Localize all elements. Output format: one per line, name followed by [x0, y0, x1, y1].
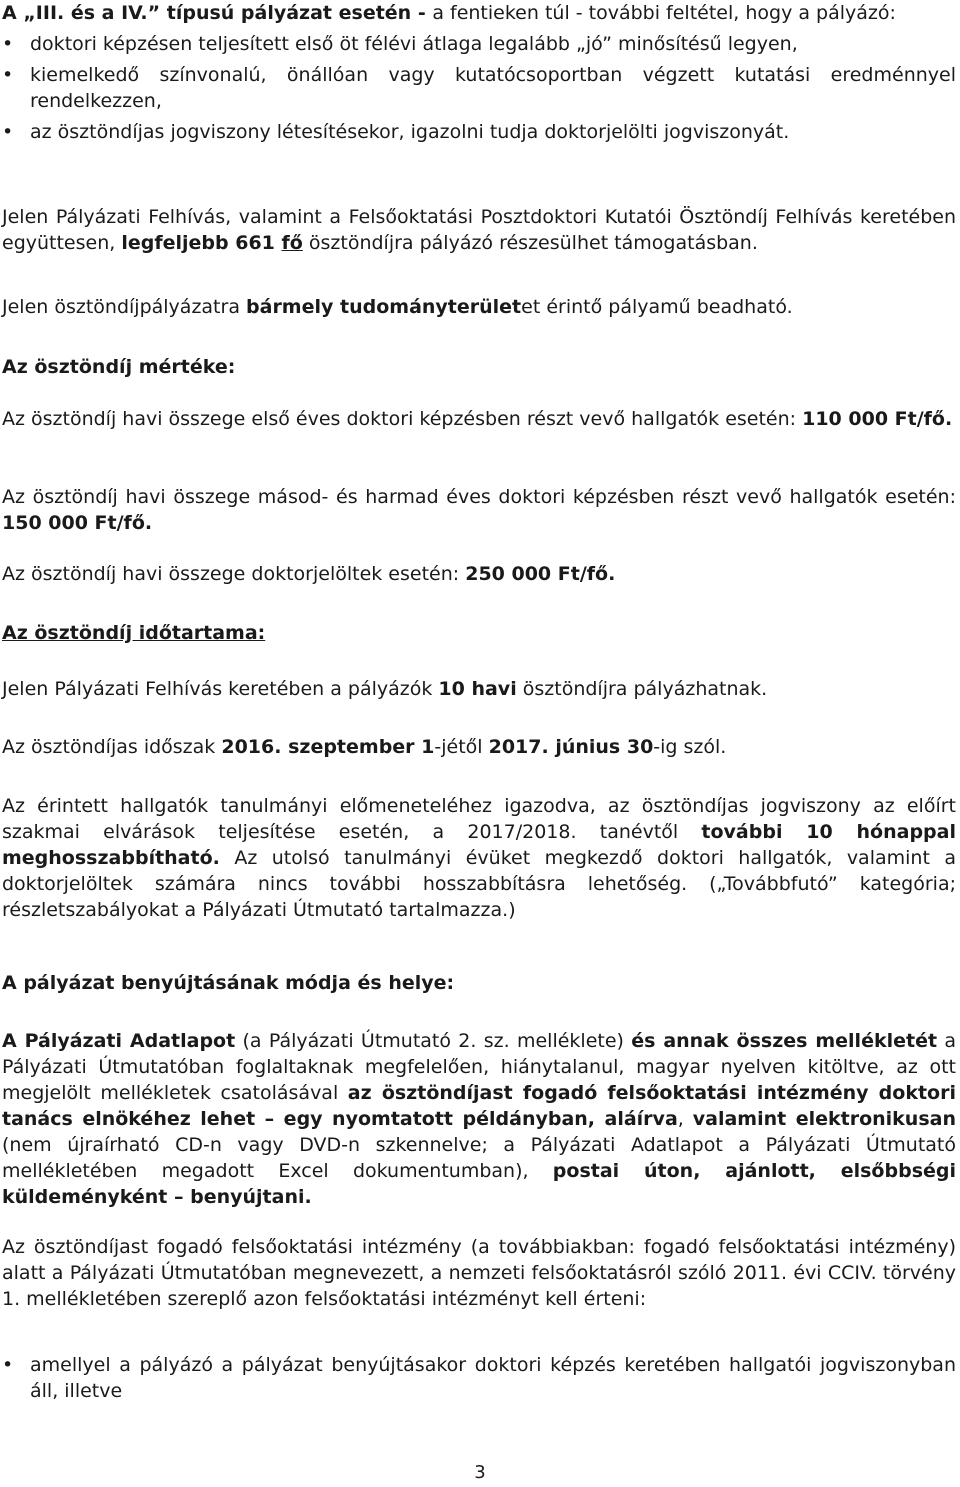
intro-text: a fentieken túl - további feltétel, hogy a pályázó:: [432, 2, 896, 24]
list-item: • kiemelkedő színvonalú, önállóan vagy kutatócsoportban végzett kutatási eredménnyel rendelkezzen,: [2, 62, 956, 114]
submission-heading: A pályázat benyújtásának módja és helye:: [2, 972, 455, 994]
submission-paragraph: A Pályázati Adatlapot (a Pályázati Útmutató 2. sz. melléklete) és annak összes mellékletét a Pályázati Útmutatóban foglaltaknak megfelelően, hiánytalanul, magyar nyelven kitöltve, az ott megjelölt mellékletek csatolásával az ösztöndíjast fogadó felsőoktatási intézmény doktori tanács elnökéhez lehet – egy nyomtatott példányban, aláírva, valamint elektronikusan (nem újraírható CD-n vagy DVD-n szkennelve; a Pályázati Adatlapot a Pályázati Útmutató mellékletében megadott Excel dokumentumban), postai úton, ajánlott, elsőbbségi küldeményként – benyújtani.: [2, 1030, 956, 1208]
intro-type: ” típusú pályázat esetén -: [147, 2, 433, 24]
list-item: • doktori képzésen teljesített első öt félévi átlaga legalább „jó” minősítésű legyen,: [2, 31, 956, 57]
amount-second-third-year: Az ösztöndíj havi összege másod- és harmad éves doktori képzésben részt vevő hallgatók esetén: 150 000 Ft/fő.: [2, 486, 956, 534]
duration-months: Jelen Pályázati Felhívás keretében a pályázók 10 havi ösztöndíjra pályázhatnak.: [2, 678, 768, 700]
intro-section: [2, 0, 956, 145]
intro-category: A „III. és a IV.: [2, 2, 148, 24]
page-number: 3: [474, 1462, 486, 1483]
list-item: • az ösztöndíjas jogviszony létesítésekor, igazolni tudja doktorjelölti jogviszonyát.: [2, 119, 956, 145]
conditions-list: [2, 31, 956, 145]
host-paragraph: Az ösztöndíjast fogadó felsőoktatási intézmény (a továbbiakban: fogadó felsőoktatási intézmény) alatt a Pályázati Útmutatóban megnevezett, a nemzeti felsőoktatásról szóló 2011. évi CCIV. törvény 1. mellékletében szereplő azon felsőoktatási intézményt kell érteni:: [2, 1236, 956, 1310]
host-list: [2, 1352, 956, 1404]
field-paragraph: Jelen ösztöndíjpályázatra bármely tudományterületet érintő pályamű beadható.: [2, 296, 793, 318]
amount-candidates: Az ösztöndíj havi összege doktorjelöltek esetén: 250 000 Ft/fő.: [2, 563, 616, 585]
list-item: • amellyel a pályázó a pályázat benyújtásakor doktori képzés keretében hallgatói jogviszonyban áll, illetve: [2, 1352, 956, 1404]
extension-paragraph: Az érintett hallgatók tanulmányi előmeneteléhez igazodva, az ösztöndíjas jogviszony az előírt szakmai elvárások teljesítése esetén, a 2017/2018. tanévtől további 10 hónappal meghosszabbítható. Az utolsó tanulmányi évüket megkezdő doktori hallgatók, valamint a doktorjelöltek számára nincs további hosszabbításra lehetőség. („Továbbfutó” kategória; részletszabályokat a Pályázati Útmutató tartalmazza.): [2, 795, 956, 921]
duration-heading: Az ösztöndíj időtartama:: [2, 622, 266, 644]
capacity-paragraph: Jelen Pályázati Felhívás, valamint a Felsőoktatási Posztdoktori Kutatói Ösztöndíj Felhívás keretében együttesen, legfeljebb 661 fő ösztöndíjra pályázó részesülhet támogatásban.: [2, 206, 956, 254]
amount-first-year: Az ösztöndíj havi összege első éves doktori képzésben részt vevő hallgatók esetén: 110 000 Ft/fő.: [2, 408, 953, 430]
amount-heading: Az ösztöndíj mértéke:: [2, 356, 236, 378]
duration-period: Az ösztöndíjas időszak 2016. szeptember 1-jétől 2017. június 30-ig szól.: [2, 736, 727, 758]
